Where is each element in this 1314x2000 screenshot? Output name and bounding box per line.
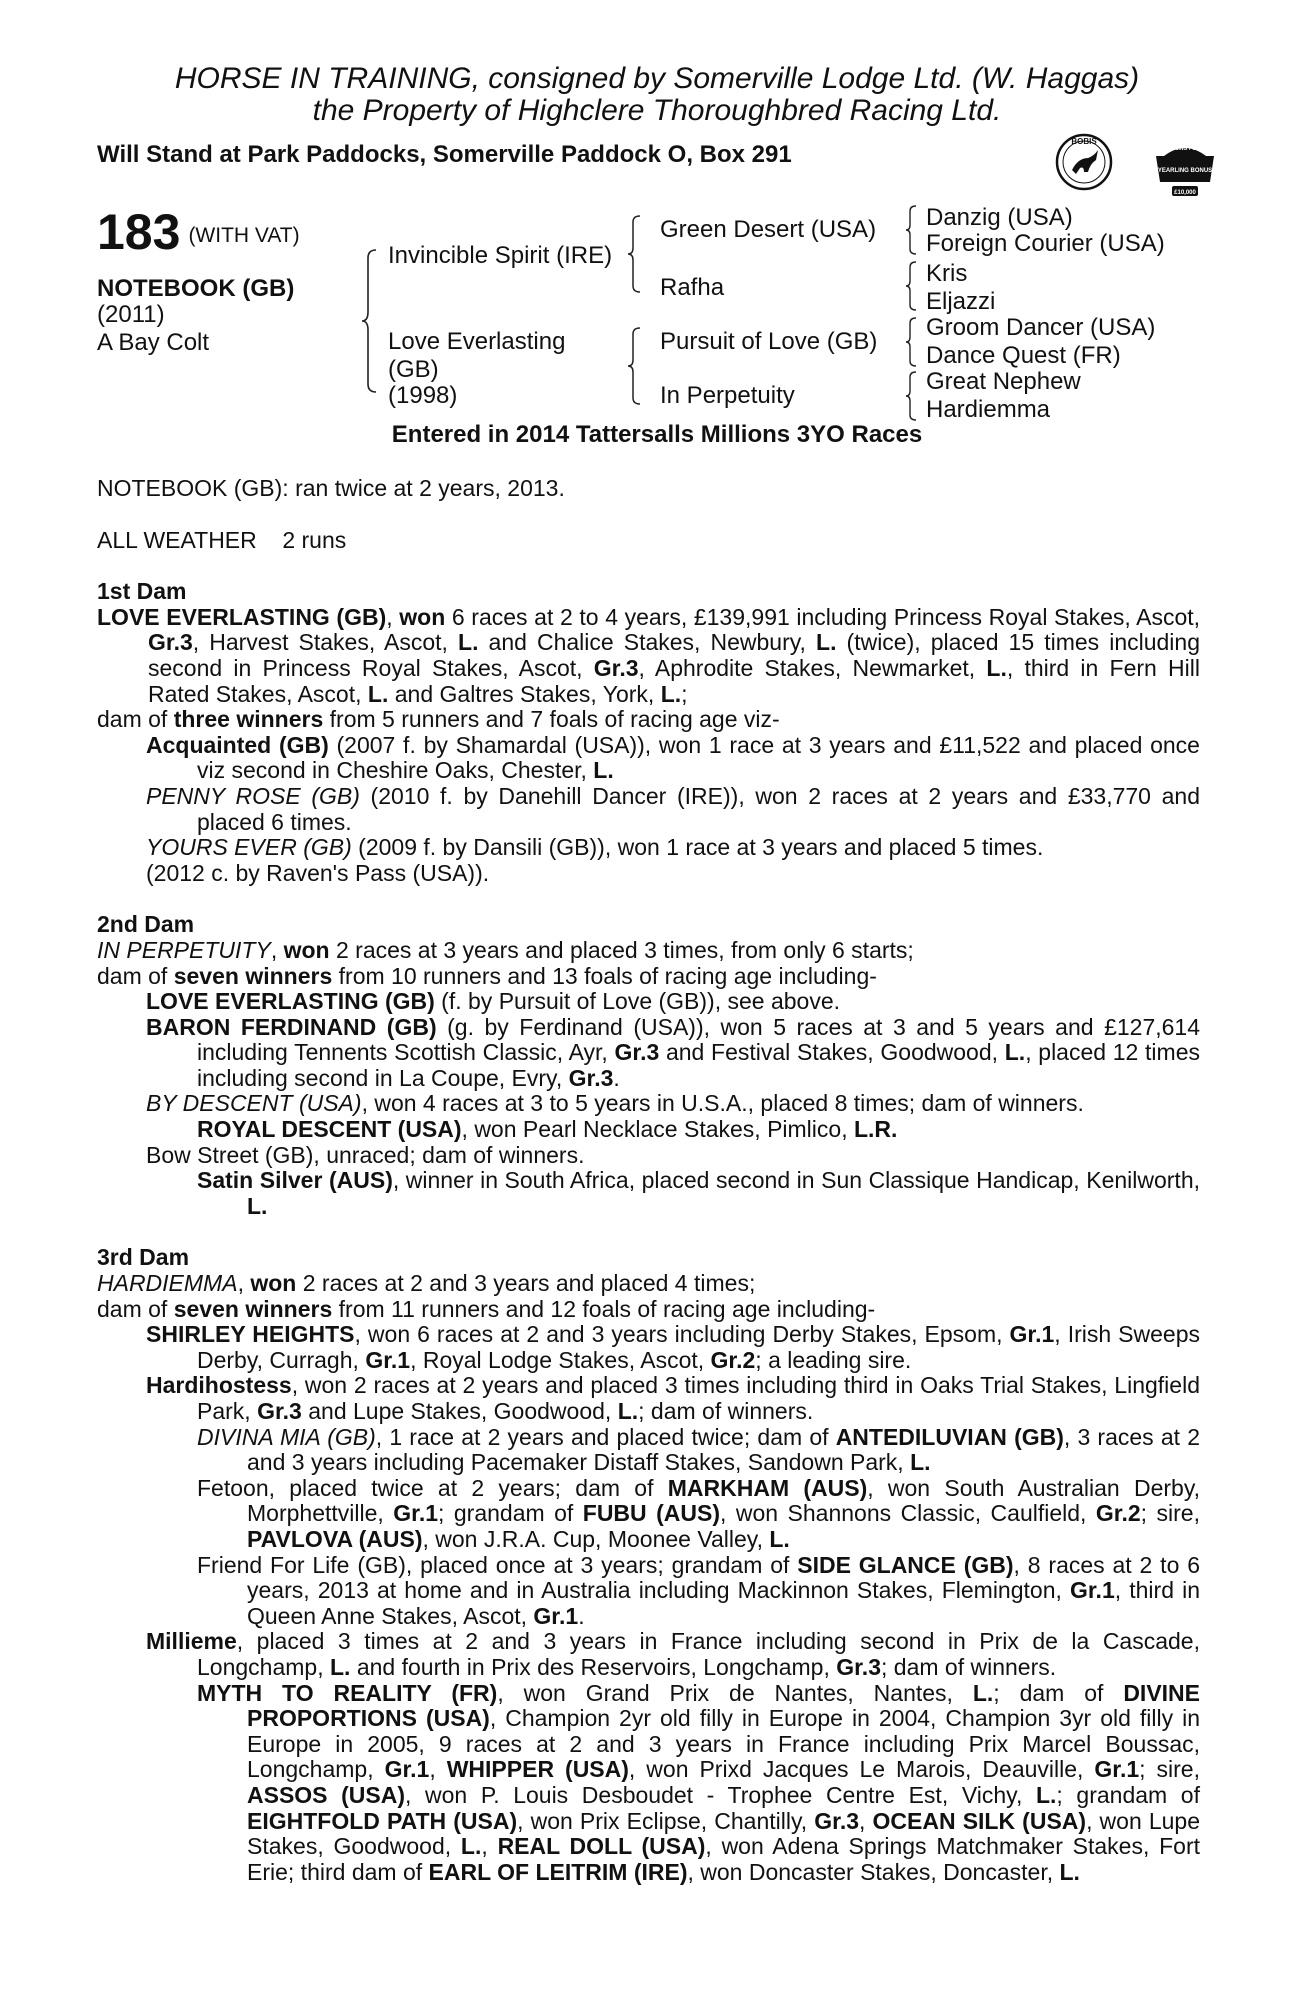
lot-number-value: 183 <box>97 204 181 260</box>
pedigree-brace-ds <box>904 316 920 368</box>
produce-friend-for-life: Friend For Life (GB), placed once at 3 years; grandam of SIDE GLANCE (GB), 8 races at 2 to 6 years, 2013 at home and in Australia including Mackinnon Stakes, Flemington, Gr.1, third in Queen Anne Stakes, Ascot, Gr.1. <box>197 1551 1200 1629</box>
pedigree-brace-dam <box>626 326 644 406</box>
pedigree-ddd: Hardiemma <box>926 396 1051 423</box>
pedigree-sss: Danzig (USA) <box>926 204 1073 231</box>
pedigree-sire-sire: Green Desert (USA) <box>660 216 877 243</box>
produce-shirley-heights: SHIRLEY HEIGHTS, won 6 races at 2 and 3 years including Derby Stakes, Epsom, Gr.1, Irish Sweeps Derby, Curragh, Gr.1, Royal Lodge Stakes, Ascot, Gr.2; a leading sire. <box>146 1321 1200 1373</box>
pedigree-dds: Great Nephew <box>926 368 1081 395</box>
pedigree-dam-sire: Pursuit of Love (GB) <box>660 328 878 355</box>
third-dam-entry: HARDIEMMA, won 2 races at 2 and 3 years and placed 4 times; <box>97 1270 756 1297</box>
svg-text:RACING POST: RACING POST <box>1167 146 1203 152</box>
produce-millieme: Millieme, placed 3 times at 2 and 3 years in France including second in Prix de la Cascade, Longchamp, L. and fourth in Prix des Reservoirs, Longchamp, Gr.3; dam of winners. <box>146 1628 1200 1680</box>
second-dam-produce-intro: dam of seven winners from 10 runners and 13 foals of racing age including- <box>97 962 877 989</box>
pedigree-sdd: Eljazzi <box>926 288 996 315</box>
produce-2012-colt: (2012 c. by Raven's Pass (USA)). <box>146 859 490 886</box>
pedigree-sds: Kris <box>926 260 968 287</box>
pedigree-dam-line2: (GB) <box>388 356 439 383</box>
first-dam-produce-intro: dam of three winners from 5 runners and 7 foals of racing age viz- <box>97 706 780 733</box>
pedigree-brace-gen1 <box>360 248 380 394</box>
produce-hardihostess: Hardihostess, won 2 races at 2 years and placed 3 times including third in Oaks Trial Stakes, Lingfield Park, Gr.3 and Lupe Stakes, Goodwood, L.; dam of winners. <box>146 1372 1200 1424</box>
produce-yours-ever: YOURS EVER (GB) (2009 f. by Dansili (GB)), won 1 race at 3 years and placed 5 times. <box>146 834 1044 861</box>
first-dam-heading: 1st Dam <box>97 578 187 605</box>
third-dam-heading: 3rd Dam <box>97 1244 190 1271</box>
consignor-line: HORSE IN TRAINING, consigned by Somerville Lodge Ltd. (W. Haggas) <box>174 62 1140 95</box>
produce-bow-street: Bow Street (GB), unraced; dam of winners. <box>146 1141 585 1168</box>
pedigree-brace-sd <box>904 260 920 312</box>
produce-royal-descent: ROYAL DESCENT (USA), won Pearl Necklace Stakes, Pimlico, L.R. <box>197 1116 898 1143</box>
first-dam-entry: LOVE EVERLASTING (GB), won 6 races at 2 to 4 years, £139,991 including Princess Royal Stakes, Ascot, Gr.3, Harvest Stakes, Ascot, L. and Chalice Stakes, Newbury, L. (twice), placed 15 times including second in Princess Royal Stakes, Ascot, Gr.3, Aphrodite Stakes, Newmarket, L., third in Fern Hill Rated Stakes, Ascot, L. and Galtres Stakes, York, L.; <box>97 603 1201 707</box>
yearling-bonus-logo <box>1150 134 1220 200</box>
lot-number <box>97 204 300 264</box>
entered-note: Entered in 2014 Tattersalls Millions 3YO Races <box>391 421 923 448</box>
race-record-summary: NOTEBOOK (GB): ran twice at 2 years, 2013. <box>97 475 565 501</box>
produce-myth-to-reality: MYTH TO REALITY (FR), won Grand Prix de Nantes, Nantes, L.; dam of DIVINE PROPORTIONS (USA), Champion 2yr old filly in Europe in 2004, Champion 3yr old filly in Europe in 2005, 9 races at 2 and 3 years in France including Prix Marcel Boussac, Longchamp, Gr.1, WHIPPER (USA), won Prixd Jacques Le Marois, Deauville, Gr.1; sire, ASSOS (USA), won P. Louis Desboudet - Trophee Centre Est, Vichy, L.; grandam of EIGHTFOLD PATH (USA), won Prix Eclipse, Chantilly, Gr.3, OCEAN SILK (USA), won Lupe Stakes, Goodwood, L., REAL DOLL (USA), won Adena Springs Matchmaker Stakes, Fort Erie; third dam of EARL OF LEITRIM (IRE), won Doncaster Stakes, Doncaster, L. <box>197 1679 1201 1885</box>
pedigree-dsd: Dance Quest (FR) <box>926 342 1121 369</box>
pedigree-brace-sire <box>626 214 644 294</box>
produce-by-descent: BY DESCENT (USA), won 4 races at 3 to 5 years in U.S.A., placed 8 times; dam of winners. <box>146 1090 1084 1117</box>
bobis-logo <box>1054 132 1114 192</box>
produce-love-everlasting: LOVE EVERLASTING (GB) (f. by Pursuit of Love (GB)), see above. <box>146 988 841 1015</box>
horse-description: A Bay Colt <box>97 329 210 356</box>
produce-satin-silver: Satin Silver (AUS), winner in South Africa, placed second in Sun Classique Handicap, Kenilworth, L. <box>197 1167 1200 1219</box>
pedigree-brace-ss <box>904 204 920 256</box>
stand-location: Will Stand at Park Paddocks, Somerville Paddock O, Box 291 <box>97 141 792 168</box>
horse-name: NOTEBOOK (GB) <box>97 275 295 302</box>
owner-line: the Property of Highclere Thoroughbred Racing Ltd. <box>312 94 1002 127</box>
produce-penny-rose: PENNY ROSE (GB) (2010 f. by Danehill Dancer (IRE)), won 2 races at 2 years and £33,770 and placed 6 times. <box>146 782 1200 835</box>
pedigree-dam-dam: In Perpetuity <box>660 382 795 409</box>
pedigree-sire: Invincible Spirit (IRE) <box>388 242 613 269</box>
pedigree-dam-line1: Love Everlasting <box>388 328 566 355</box>
vat-note: (WITH VAT) <box>188 223 300 247</box>
second-dam-heading: 2nd Dam <box>97 911 195 938</box>
produce-divina-mia: DIVINA MIA (GB), 1 race at 2 years and placed twice; dam of ANTEDILUVIAN (GB), 3 races at 2 and 3 years including Pacemaker Distaff Stakes, Sandown Park, L. <box>197 1423 1200 1476</box>
produce-baron-ferdinand: BARON FERDINAND (GB) (g. by Ferdinand (USA)), won 5 races at 3 and 5 years and £127,614 including Tennents Scottish Classic, Ayr, Gr.3 and Festival Stakes, Goodwood, L., placed 12 times including second in La Coupe, Evry, Gr.3. <box>146 1013 1200 1091</box>
all-weather-record: ALL WEATHER 2 runs <box>97 526 347 553</box>
pedigree-dss: Groom Dancer (USA) <box>926 314 1156 341</box>
third-dam-produce-intro: dam of seven winners from 11 runners and 12 foals of racing age including- <box>97 1295 876 1322</box>
bobis-logo-text: BOBIS <box>1071 137 1097 146</box>
svg-text:£10,000: £10,000 <box>1174 190 1196 196</box>
pedigree-brace-dd <box>904 370 920 422</box>
produce-acquainted: Acquainted (GB) (2007 f. by Shamardal (USA)), won 1 race at 3 years and £11,522 and placed once viz second in Cheshire Oaks, Chester, L. <box>146 731 1200 784</box>
catalogue-body <box>97 476 1200 1885</box>
svg-text:YEARLING BONUS: YEARLING BONUS <box>1157 168 1213 174</box>
produce-fetoon: Fetoon, placed twice at 2 years; dam of MARKHAM (AUS), won South Australian Derby, Morphettville, Gr.1; grandam of FUBU (AUS), won Shannons Classic, Caulfield, Gr.2; sire, PAVLOVA (AUS), won J.R.A. Cup, Moonee Valley, L. <box>197 1474 1201 1552</box>
pedigree-ssd: Foreign Courier (USA) <box>926 230 1165 257</box>
second-dam-entry: IN PERPETUITY, won 2 races at 3 years and placed 3 times, from only 6 starts; <box>97 936 914 963</box>
foaling-year: (2011) <box>97 301 165 328</box>
pedigree-sire-dam: Rafha <box>660 274 725 301</box>
pedigree-dam-line3: (1998) <box>388 382 458 409</box>
